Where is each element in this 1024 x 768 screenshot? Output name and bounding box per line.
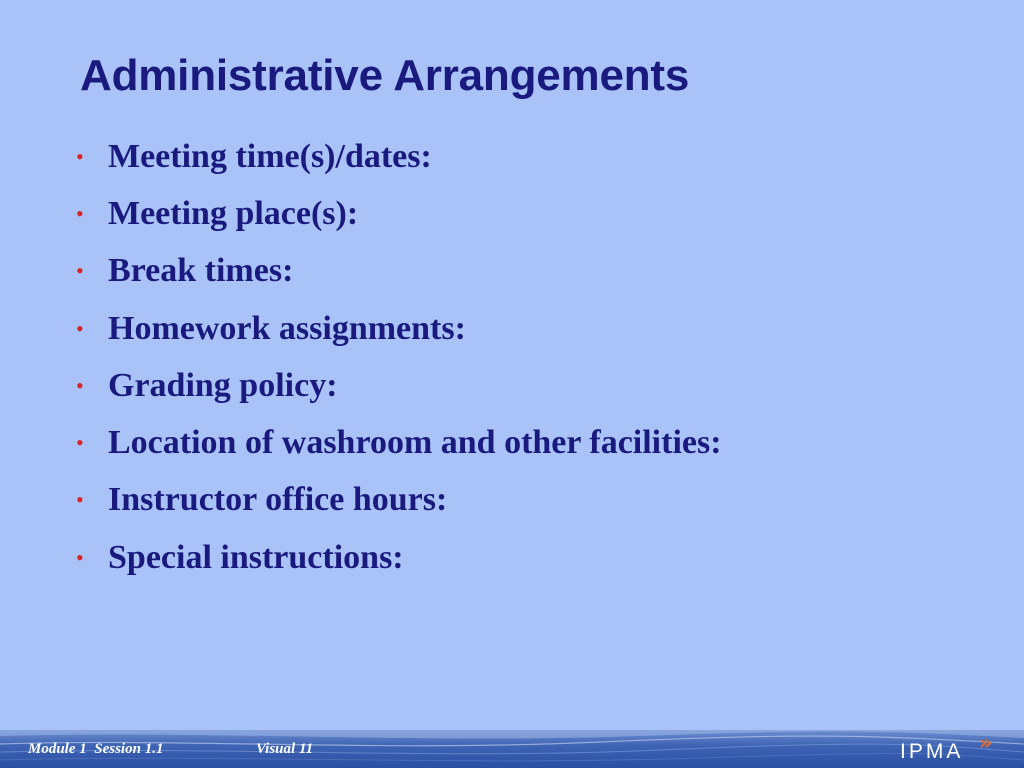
bullet-item	[76, 185, 722, 242]
bullet-icon: •	[76, 487, 84, 513]
ipma-logo	[898, 736, 1002, 764]
bullet-text: Meeting time(s)/dates:	[108, 137, 432, 175]
bullet-item	[76, 357, 722, 414]
bullet-icon: •	[76, 258, 84, 284]
bullet-item	[76, 243, 722, 300]
bullet-text: Special instructions:	[108, 538, 404, 576]
bullet-text: Location of washroom and other facilities:	[108, 424, 722, 462]
bullet-item	[76, 128, 722, 185]
bullet-item	[76, 529, 722, 586]
ipma-logo-text: IPMA	[900, 740, 964, 763]
bullet-icon: •	[76, 372, 84, 398]
bullet-icon: •	[76, 544, 84, 570]
bullet-item	[76, 472, 722, 529]
bullet-text: Homework assignments:	[108, 309, 466, 347]
bullet-text: Break times:	[108, 252, 294, 290]
bullet-icon: •	[76, 200, 84, 226]
bullet-icon: •	[76, 430, 84, 456]
bullet-text: Grading policy:	[108, 366, 338, 404]
footer-band	[0, 730, 1024, 768]
footer-visual-number: Visual 11	[256, 741, 314, 757]
bullet-item	[76, 414, 722, 471]
slide-title: Administrative Arrangements	[80, 51, 690, 100]
bullet-icon: •	[76, 315, 84, 341]
bullet-icon: •	[76, 143, 84, 169]
bullet-list	[76, 128, 722, 586]
bullet-text: Meeting place(s):	[108, 194, 359, 232]
bullet-text: Instructor office hours:	[108, 481, 448, 519]
footer-module-session: Module 1 Session 1.1	[28, 741, 164, 757]
bullet-item	[76, 300, 722, 357]
